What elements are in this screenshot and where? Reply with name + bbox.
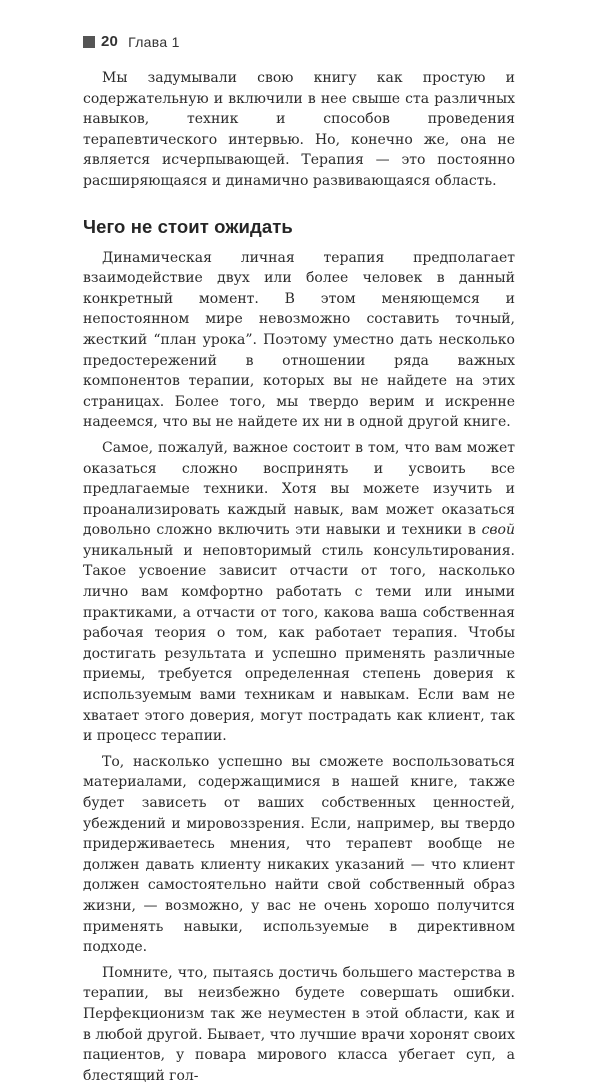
- page-marker-square: [83, 36, 95, 48]
- page-body: [83, 68, 515, 1086]
- paragraph-1: Динамическая личная терапия предполагает взаимодействие двух или более человек в данный конкретный момент. В этом меняющемся и непостоянном мире невозможно составить точный, жесткий “план урока”. Поэтому уместно дать несколько предостережений в отношении ряда важных компонентов терапии, которых вы не найдете на этих страницах. Более того, мы твердо верим и искренне надеемся, что вы не найдете их ни в одной другой книге.: [83, 249, 515, 431]
- paragraph-4: Помните, что, пытаясь достичь большего мастерства в терапии, вы неизбежно будете совершать ошибки. Перфекционизм так же неуместен в этой области, как и в любой другой. Бывает, что лучшие врачи хоронят своих пациентов, у повара мирового класса убегает суп, а блестящий гол-: [83, 964, 515, 1084]
- page-number: 20: [101, 33, 119, 50]
- running-header: [83, 33, 180, 50]
- chapter-label: Глава 1: [128, 33, 180, 50]
- intro-paragraph: Мы задумывали свою книгу как простую и содержательную и включили в нее свыше ста различных навыков, техник и способов проведения терапевтического интервью. Но, конечно же, она не является исчерпывающей. Терапия — это постоянно расширяющаяся и динамично развивающаяся область.: [83, 70, 515, 189]
- section-heading: Чего не стоит ожидать: [83, 215, 293, 237]
- paragraph-2: [83, 438, 515, 747]
- paragraph-2-part-a: Самое, пожалуй, важное состоит в том, что вам может оказаться сложно воспринять и усвоить все предлагаемые техники. Хотя вы можете изучить и проанализировать каждый навык, вам может оказаться довольно сложно включить эти навыки и техники в: [83, 439, 515, 539]
- paragraph-2-part-b: уникальный и неповторимый стиль консультирования. Такое усвоение зависит отчасти от того, насколько лично вам комфортно работать с теми или иными практиками, а отчасти от того, какова ваша собственная рабочая теория о том, как работает терапия. Чтобы достигать результата и успешно применять различные приемы, требуется определенная степень доверия к используемым вами техникам и навыкам. Если вам не хватает этого доверия, могут пострадать как клиент, так и процесс терапии.: [83, 542, 515, 745]
- paragraph-3: То, насколько успешно вы сможете воспользоваться материалами, содержащимися в нашей книге, также будет зависеть от ваших собственных ценностей, убеждений и мировоззрения. Если, например, вы твердо придерживаетесь мнения, что терапевт вообще не должен давать клиенту никаких указаний — что клиент должен самостоятельно найти свой собственный образ жизни, — возможно, у вас не очень хорошо получится применять навыки, используемые в директивном подходе.: [83, 753, 515, 956]
- emphasis-word: свой: [481, 522, 515, 539]
